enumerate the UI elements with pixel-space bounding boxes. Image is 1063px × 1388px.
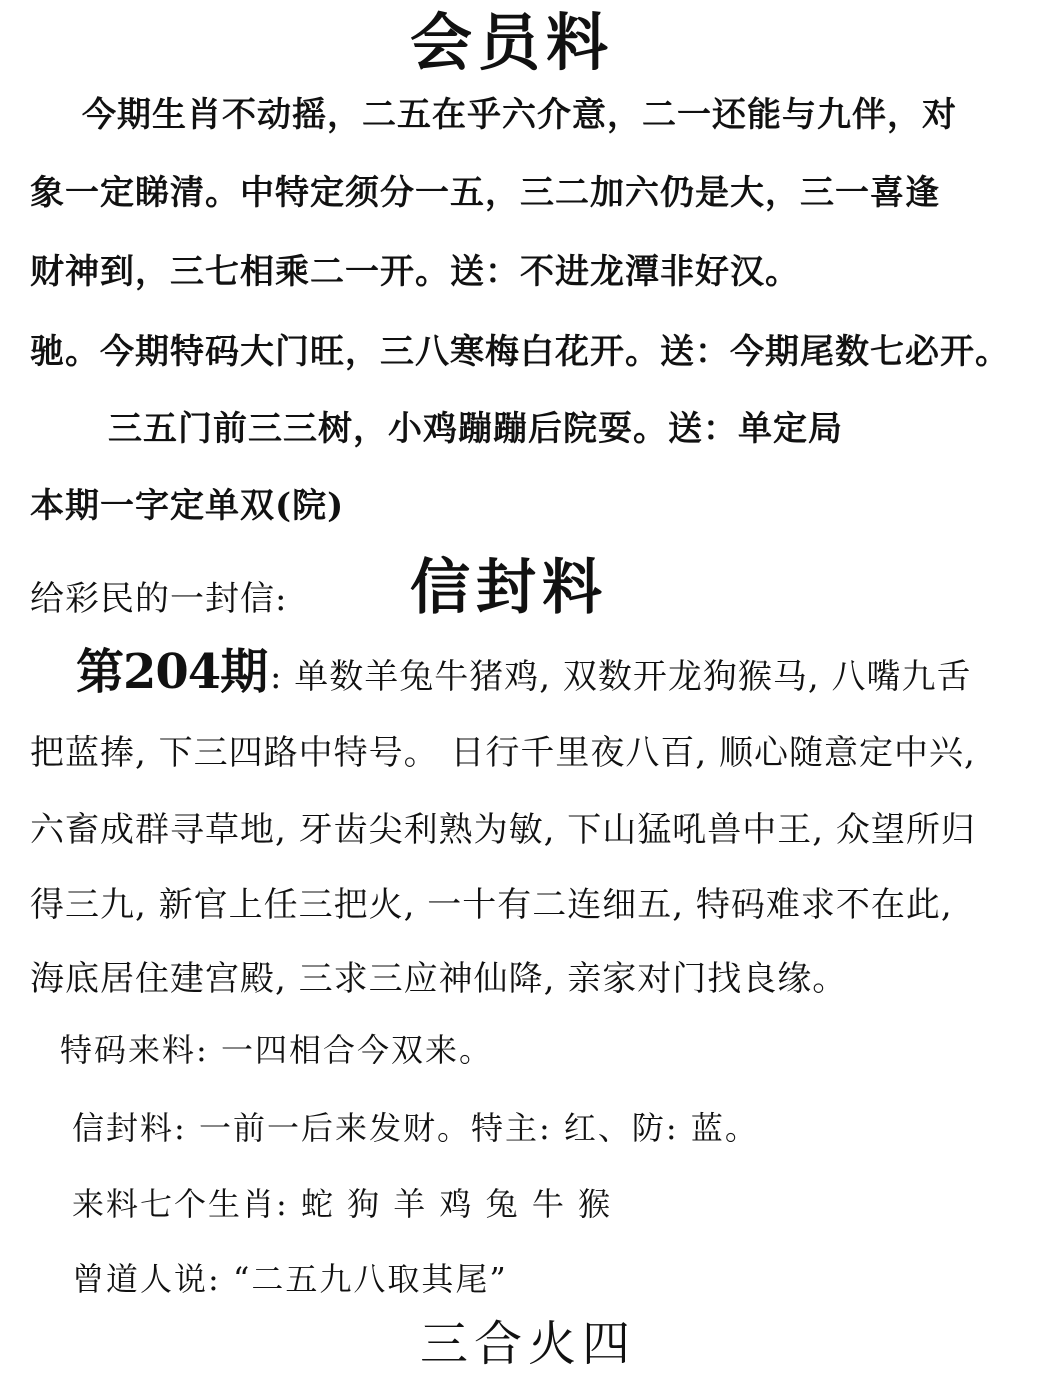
detail-quote: 曾道人说: “二五九八取其尾” — [72, 1260, 508, 1298]
member-line-3: 财神到，三七相乘二一开。送：不进龙潭非好汉。 — [30, 252, 800, 292]
detail-special-code: 特码来料: 一四相合今双来。 — [60, 1031, 493, 1069]
member-title: 会员料 — [410, 6, 615, 79]
letter-title: 信封料 — [410, 553, 608, 623]
letter-intro: 给彩民的一封信: — [30, 579, 288, 619]
member-line-4: 驰。今期特码大门旺，三八寒梅白花开。送：今期尾数七必开。 — [30, 332, 1010, 372]
member-line-5: 三五门前三三树，小鸡蹦蹦后院耍。送：单定局 — [108, 409, 843, 449]
member-line-2: 象一定睇清。中特定须分一五，三二加六仍是大，三一喜逢 — [30, 173, 940, 213]
letter-line-2: 六畜成群寻草地, 牙齿尖利熟为敏, 下山猛吼兽中王, 众望所归 — [30, 810, 976, 850]
issue-text: : 单数羊兔牛猪鸡, 双数开龙狗猴马, 八嘴九舌 — [270, 657, 972, 697]
letter-line-1: 把蓝捧, 下三四路中特号。 日行千里夜八百, 顺心随意定中兴, — [30, 733, 976, 773]
member-line-6: 本期一字定单双(院) — [30, 486, 345, 526]
detail-zodiac-list: 来料七个生肖: 蛇 狗 羊 鸡 兔 牛 猴 — [72, 1185, 612, 1223]
footer-title: 三合火四 — [420, 1316, 637, 1372]
issue-label: 第204期 — [76, 644, 268, 700]
letter-line-3: 得三九, 新官上任三把火, 一十有二连细五, 特码难求不在此, — [30, 885, 953, 925]
member-line-1: 今期生肖不动摇，二五在乎六介意，二一还能与九伴，对 — [82, 95, 957, 135]
letter-line-4: 海底居住建宫殿, 三求三应神仙降, 亲家对门找良缘。 — [30, 959, 848, 999]
detail-envelope-material: 信封料: 一前一后来发财。特主: 红、防: 蓝。 — [72, 1109, 759, 1147]
